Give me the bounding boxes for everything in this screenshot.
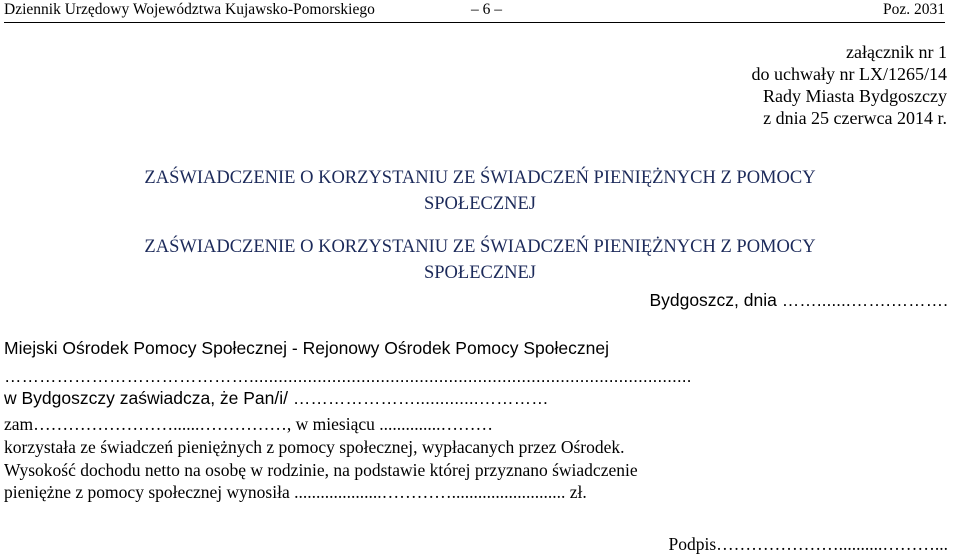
annex-resolution: do uchwały nr LX/1265/14 — [751, 64, 947, 84]
document-title-line2: SPOŁECZNEJ — [423, 194, 537, 214]
signature-line: Podpis…………………..........………... — [668, 534, 948, 554]
page-number: – 6 – — [471, 1, 502, 18]
annex-council: Rady Miasta Bydgoszczy — [763, 86, 947, 106]
annex-date: z dnia 25 czerwca 2014 r. — [763, 108, 947, 128]
income-line-1: Wysokość dochodu netto na osobę w rodzinie, na podstawie której przyznano świadczenie — [4, 460, 638, 480]
document-title-line1: ZAŚWIADCZENIE O KORZYSTANIU ZE ŚWIADCZEŃ PIENIĘŻNYCH Z POMOCY — [144, 168, 816, 188]
institution-line: Miejski Ośrodek Pomocy Społecznej - Rejonowy Ośrodek Pomocy Społecznej — [4, 338, 609, 358]
document-title — [0, 165, 960, 217]
document-title-repeat — [0, 234, 960, 286]
statement-line: korzystała ze świadczeń pieniężnych z pomocy społecznej, wypłacanych przez Ośrodek. — [4, 437, 625, 457]
date-line: Bydgoszcz, dnia …….......…….………. — [649, 290, 948, 310]
annex-number: załącznik nr 1 — [846, 42, 947, 62]
institution-fill-line: ……………………………………........................................................................................... — [4, 366, 692, 386]
document-title-repeat-line1: ZAŚWIADCZENIE O KORZYSTANIU ZE ŚWIADCZEŃ PIENIĘŻNYCH Z POMOCY — [144, 237, 816, 257]
document-title-repeat-line2: SPOŁECZNEJ — [423, 263, 537, 283]
journal-title: Dziennik Urzędowy Województwa Kujawsko-Pomorskiego — [4, 1, 375, 18]
certify-line: w Bydgoszczy zaświadcza, że Pan/i/ ………………….............………… — [4, 388, 549, 408]
annex-block — [752, 41, 947, 129]
page-header — [4, 0, 945, 23]
address-line: zam……………………......……………, w miesiącu ..............……… — [4, 414, 493, 434]
position-number: Poz. 2031 — [883, 1, 945, 18]
income-line-2: pieniężne z pomocy społecznej wynosiła ....................………….......................... zł. — [4, 482, 587, 502]
